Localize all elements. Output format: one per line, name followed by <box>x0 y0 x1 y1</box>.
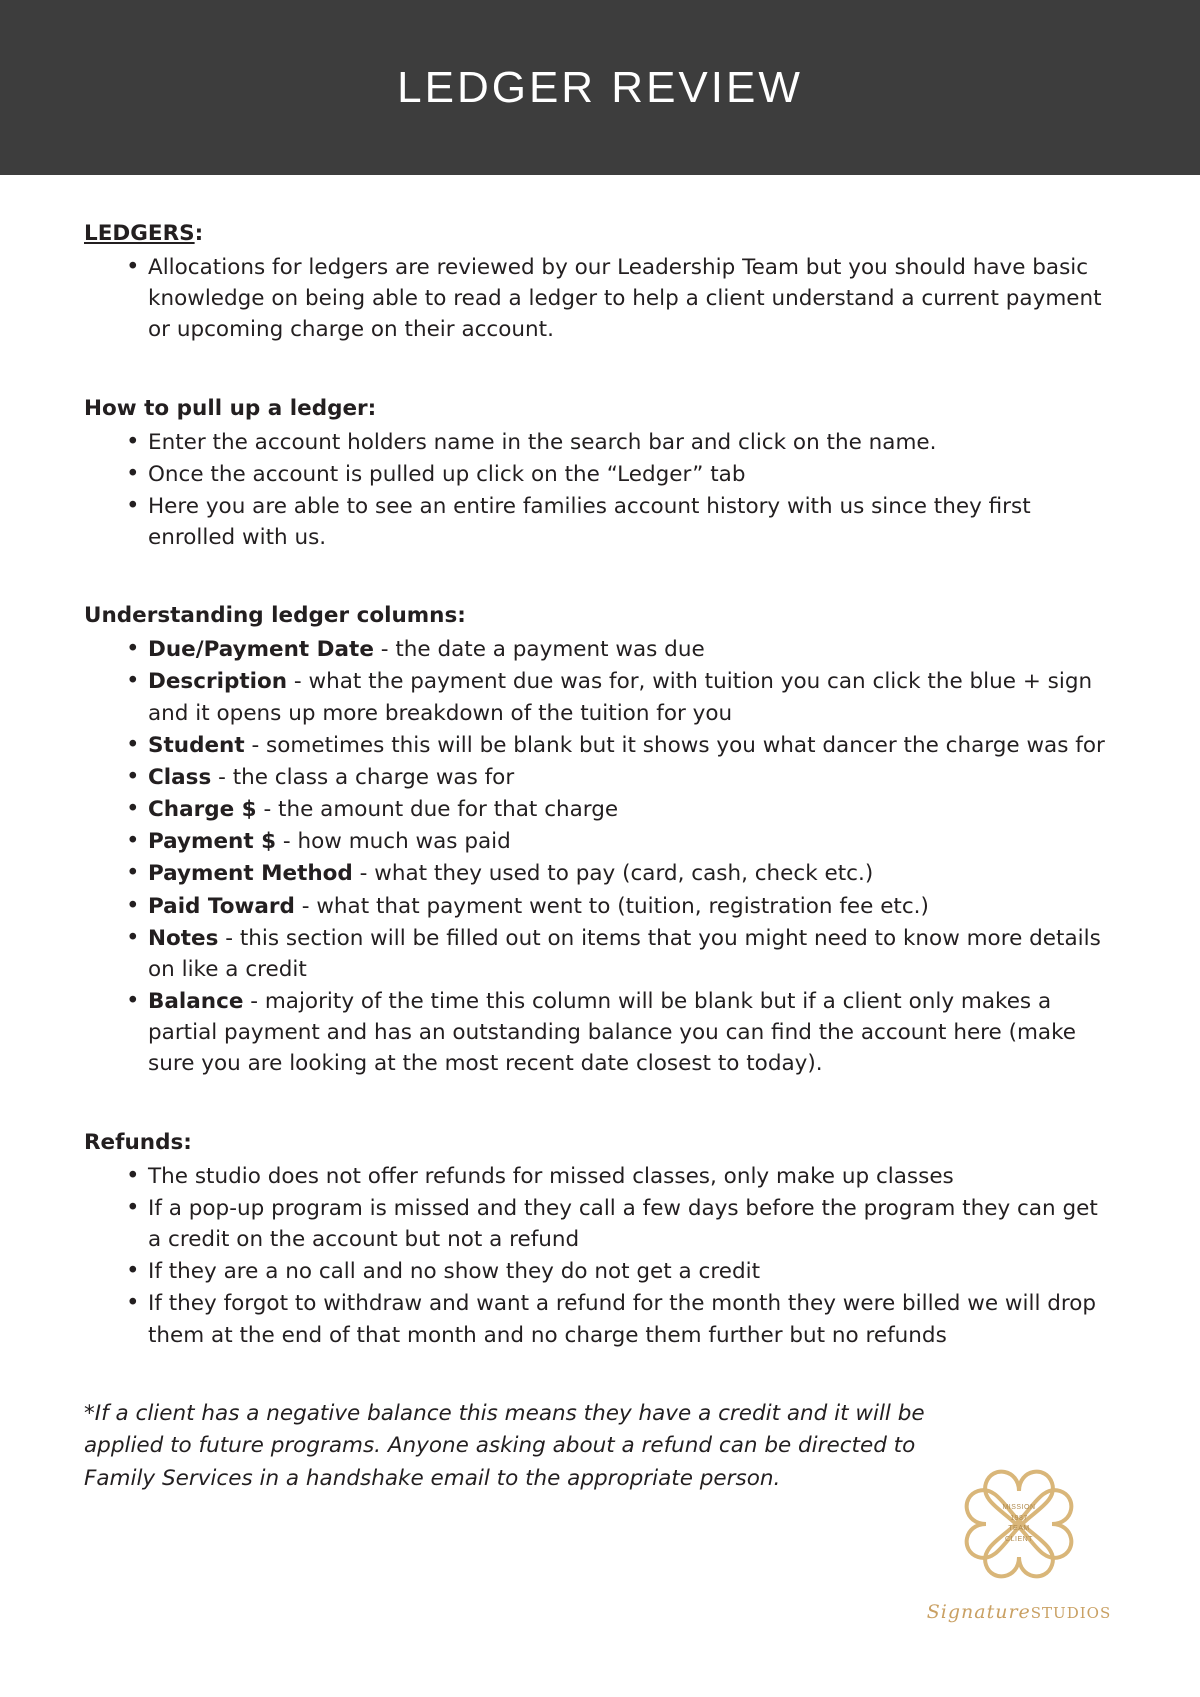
section-refunds <box>84 1128 1112 1351</box>
refunds-bullet-list <box>84 1161 1112 1351</box>
column-desc: - the class a charge was for <box>211 764 515 790</box>
column-desc: - what that payment went to (tuition, registration fee etc.) <box>294 893 929 919</box>
logo-petal-label-year: 1987 <box>1010 1514 1028 1522</box>
footnote-text: *If a client has a negative balance this means they have a credit and it will be applied to future programs. Anyone asking about a refund can be directed to Family Services in a handshake email to the appropriate person. <box>84 1401 925 1491</box>
logo-petal-label-team: TEAM <box>1008 1525 1030 1532</box>
studio-logo <box>924 1449 1114 1649</box>
list-item: • Once the account is pulled up click on the “Ledger” tab <box>126 459 1112 490</box>
list-item <box>126 891 1112 922</box>
list-item <box>126 858 1112 889</box>
column-label: Class <box>148 764 212 790</box>
ledgers-heading-text: LEDGERS <box>84 221 195 246</box>
ledgers-heading <box>84 219 1112 248</box>
column-desc: - what the payment due was for, with tuition you can click the blue + sign and it opens up more breakdown of the tuition for you <box>148 669 1093 726</box>
column-desc: - how much was paid <box>276 829 511 855</box>
ledgers-bullet-list <box>84 252 1112 346</box>
list-item: • The studio does not offer refunds for missed classes, only make up classes <box>126 1161 1112 1192</box>
list-item: • If they are a no call and no show they do not get a credit <box>126 1256 1112 1287</box>
column-label: Notes <box>148 925 219 951</box>
page-header-band <box>0 0 1200 175</box>
list-item <box>126 762 1112 793</box>
logo-script-text: Signature <box>926 1601 1031 1623</box>
document-content <box>0 175 1200 1351</box>
list-item <box>126 923 1112 985</box>
list-item <box>126 826 1112 857</box>
column-desc: - what they used to pay (card, cash, check etc.) <box>352 861 874 887</box>
list-item <box>126 730 1112 761</box>
section-ledgers <box>84 219 1112 346</box>
column-label: Description <box>148 669 288 695</box>
page-title: LEDGER REVIEW <box>397 62 803 112</box>
column-label: Balance <box>148 989 244 1015</box>
column-label: Paid Toward <box>148 893 295 919</box>
how-to-heading: How to pull up a ledger: <box>84 395 377 421</box>
section-how-to-pull-up-ledger <box>84 394 1112 554</box>
column-desc: - the amount due for that charge <box>256 797 619 823</box>
column-label: Student <box>148 732 245 758</box>
list-item <box>126 634 1112 665</box>
list-item: • If they forgot to withdraw and want a refund for the month they were billed we will drop them at the end of that month and no charge them further but no refunds <box>126 1288 1112 1350</box>
column-desc: - the date a payment was due <box>373 637 705 663</box>
column-label: Payment Method <box>148 861 353 887</box>
column-label: Due/Payment Date <box>148 637 374 663</box>
columns-bullet-list <box>84 634 1112 1079</box>
logo-wordmark <box>924 1601 1114 1623</box>
how-to-bullet-list <box>84 427 1112 554</box>
ledgers-heading-colon: : <box>194 221 204 246</box>
list-item <box>126 986 1112 1080</box>
column-label: Payment $ <box>148 829 277 855</box>
logo-petal-labels <box>944 1449 1094 1599</box>
list-item <box>126 666 1112 728</box>
refunds-heading: Refunds: <box>84 1129 192 1155</box>
column-desc: - sometimes this will be blank but it shows you what dancer the charge was for <box>244 732 1105 758</box>
list-item <box>126 794 1112 825</box>
column-label: Charge $ <box>148 797 257 823</box>
logo-studios-text: STUDIOS <box>1030 1604 1112 1622</box>
list-item: • Here you are able to see an entire families account history with us since they first enrolled with us. <box>126 491 1112 553</box>
column-desc: - majority of the time this column will be blank but if a client only makes a partial payment and has an outstanding balance you can find the account here (make sure you are looking at the most recent date closest to today). <box>148 989 1077 1077</box>
columns-heading: Understanding ledger columns: <box>84 603 466 629</box>
list-item: • If a pop-up program is missed and they call a few days before the program they can get a credit on the account but not a refund <box>126 1193 1112 1255</box>
clover-heart-logo-icon <box>944 1449 1094 1599</box>
list-item: • Allocations for ledgers are reviewed by our Leadership Team but you should have basic knowledge on being able to read a ledger to help a client understand a current payment or upcoming charge on their account. <box>126 252 1112 346</box>
logo-petal-label-client: CLIENT <box>1005 1535 1033 1543</box>
section-understanding-ledger-columns <box>84 601 1112 1079</box>
logo-petal-label-mission: MISSION <box>1002 1504 1036 1511</box>
column-desc: - this section will be filled out on items that you might need to know more details on like a credit <box>148 925 1101 982</box>
list-item: • Enter the account holders name in the search bar and click on the name. <box>126 427 1112 458</box>
